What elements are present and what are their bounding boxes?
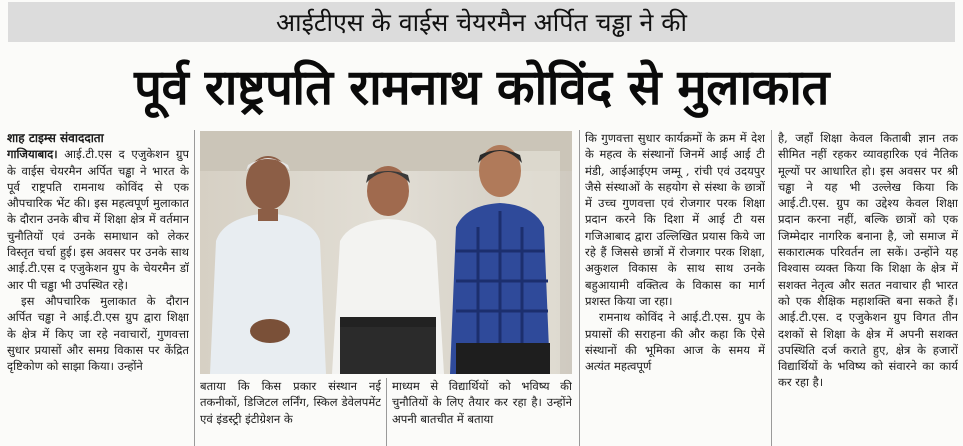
news-photo: [200, 131, 572, 374]
body-paragraph: बताया कि किस प्रकार संस्थान नई तकनीकों, डिजिटल लर्निंग, स्किल डेवेलपमेंट एवं इंडस्ट्री इंटीग्रेशन के: [200, 379, 381, 426]
article-column-4: [778, 130, 958, 446]
byline-paragraph: [7, 130, 189, 146]
body-paragraph: कि गुणवत्ता सुधार कार्यक्रमों के क्रम में देश के महत्व के संस्थानों जिनमें आई आई टी मंडी, आईआईएम जम्मू , रांची एवं उदयपुर जैसे संस्थाओं के सहयोग से संस्था के छात्रों में उच्च गुणवत्ता एवं रोजगार परक शिक्षा प्रदान करने कि दिशा में आई टी यस गजिआबाद द्वारा उल्लिखित प्रयास किये जा रहे हैं जिससे छात्रों में रोजगार परक शिक्षा, अकुशल विकास के साथ साथ उनके बहुआयामी वक्तित्व के विकास का मार्ग प्रशस्त किया जा रहा।: [585, 131, 765, 308]
column-rule: [386, 378, 387, 446]
column-rule: [579, 130, 580, 446]
lead-text: आई.टी.एस द एजुकेशन ग्रुप के वाईस चेयरमैन अर्पित चड्ढा ने भारत के पूर्व राष्ट्रपति रामनाथ कोविंद से एक औपचारिक भेंट की। इस महत्वपूर्ण मुलाकात के दौरान उनके बीच में शिक्षा क्षेत्र में वर्तमान चुनौतियों एवं उनके समाधान को लेकर विस्तृत चर्चा हुई। इस अवसर पर उनके साथ आई.टी.एस द एजुकेशन ग्रुप के चेयरमैन डॉ आर पी चड्ढा भी उपस्थित रहे।: [7, 147, 189, 292]
article-column-2b: [392, 378, 572, 446]
article-column-1: [7, 130, 189, 446]
byline: शाह टाइम्स संवाददाता: [7, 131, 104, 145]
article-column-3: [585, 130, 765, 446]
photo-illustration: [200, 131, 572, 374]
kicker-headline: आईटीएस के वाईस चेयरमैन अर्पित चड्ढा ने की: [8, 2, 955, 42]
column-rule: [771, 130, 772, 446]
body-paragraph: माध्यम से विद्यार्थियों को भविष्य की चुनौतियों के लिए तैयार कर रहा है। उन्होंने अपनी बातचीत में बताया: [392, 379, 572, 426]
lead-paragraph: [7, 146, 189, 293]
article-column-2: [200, 378, 381, 446]
column-rule: [194, 130, 195, 446]
body-paragraph: इस औपचारिक मुलाकात के दौरान अर्पित चड्ढा ने आई.टी.एस ग्रुप द्वारा शिक्षा के क्षेत्र में किए जा रहे नवाचारों, गुणवत्ता सुधार प्रयासों और समग्र विकास पर केंद्रित दृष्टिकोण को साझा किया। उन्होंने: [7, 293, 189, 374]
body-paragraph: रामनाथ कोविंद ने आई.टी.एस. ग्रुप के प्रयासों की सराहना की और कहा कि ऐसे संस्थानों की भूमिका आज के समय में अत्यंत महत्वपूर्ण: [585, 310, 765, 374]
dateline: गाजियाबाद।: [7, 147, 58, 162]
main-headline: पूर्व राष्ट्रपति रामनाथ कोविंद से मुलाकात: [134, 59, 829, 116]
body-paragraph: है, जहाँ शिक्षा केवल किताबी ज्ञान तक सीमित नहीं रहकर व्यावहारिक एवं नैतिक मूल्यों पर आधारित हो। इस अवसर पर श्री चड्ढा ने यह भी उल्लेख किया कि आई.टी.एस. ग्रुप का उद्देश्य केवल शिक्षा प्रदान करना नहीं, बल्कि छात्रों को एक जिम्मेदार नागरिक बनाना है, जो समाज में सकारात्मक परिवर्तन ला सकें। उन्होंने यह विश्वास व्यक्त किया कि शिक्षा के क्षेत्र में सशक्त नेतृत्व और सतत नवाचार ही भारत को एक शैक्षिक महाशक्ति बना सकते हैं। आई.टी.एस. द एजुकेशन ग्रुप विगत तीन दशकों से शिक्षा के क्षेत्र में अपनी सशक्त उपस्थिति दर्ज कराते हुए, क्षेत्र के हजारों विद्यार्थियों के भविष्य को संवारने का कार्य कर रहा है।: [778, 131, 958, 390]
